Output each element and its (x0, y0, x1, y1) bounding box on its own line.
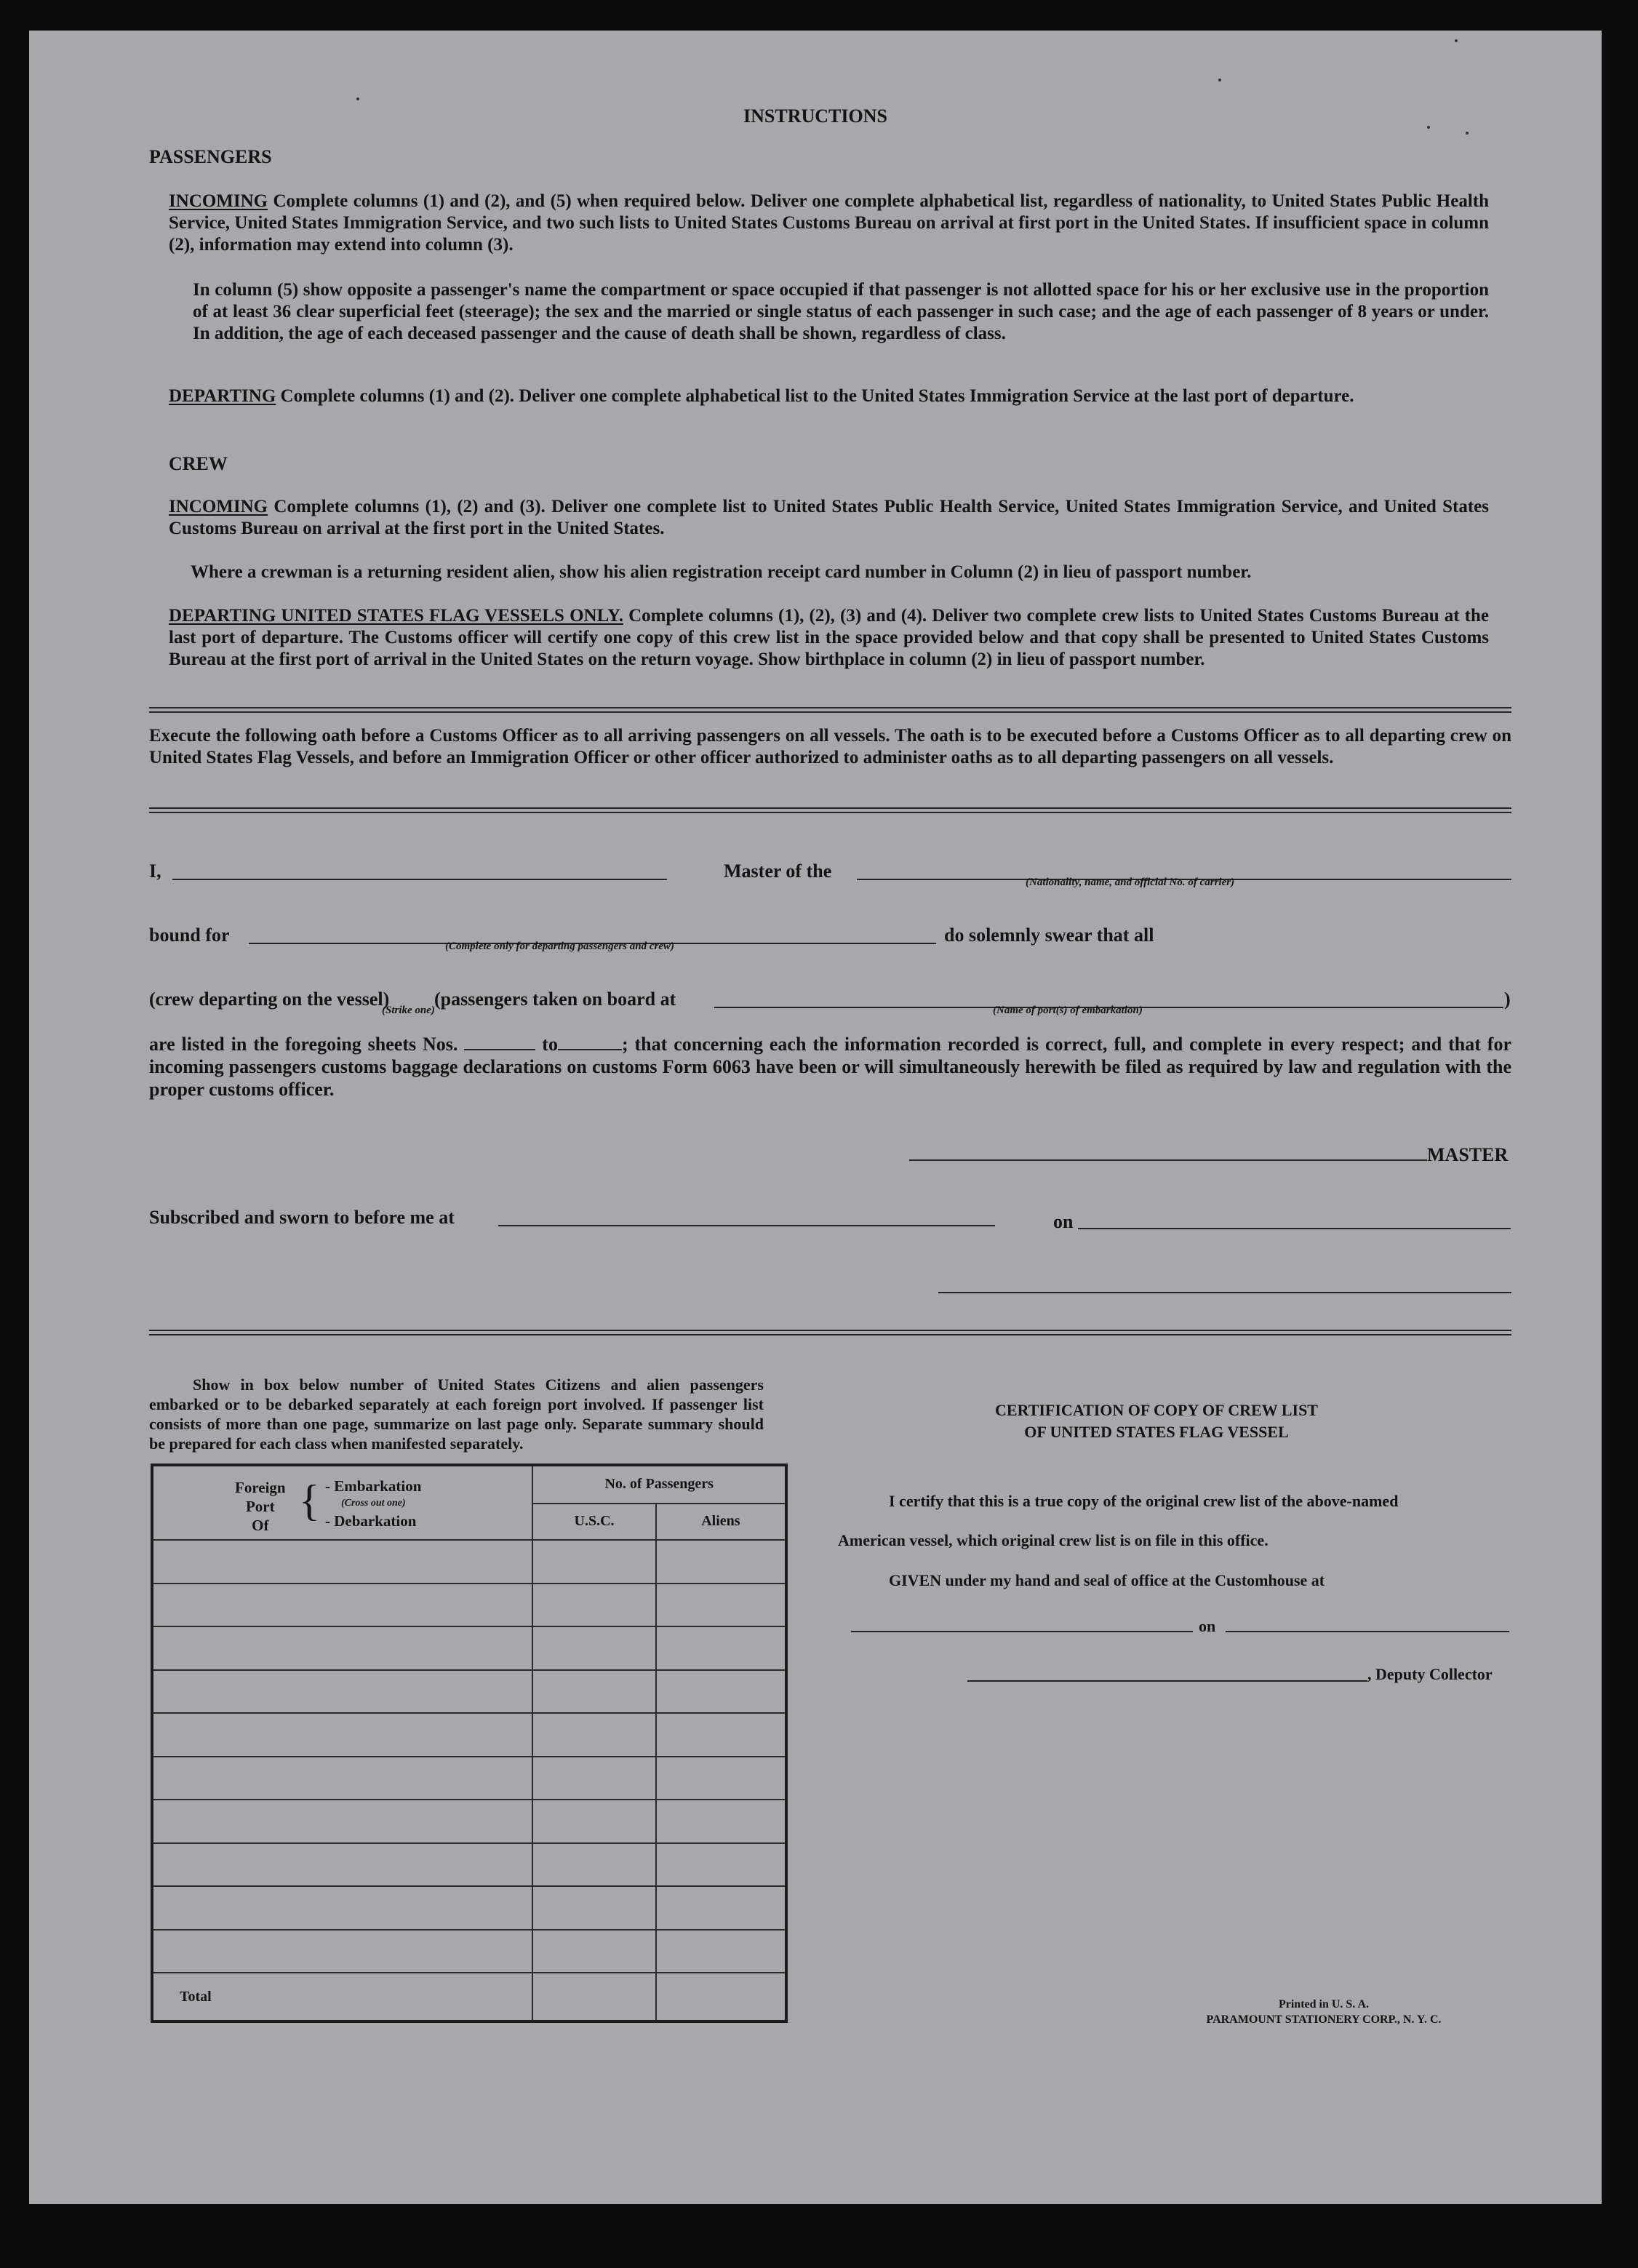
customhouse-field[interactable] (851, 1631, 1193, 1632)
port-cell[interactable] (152, 1886, 532, 1930)
no-of-passengers-header: No. of Passengers (532, 1465, 786, 1504)
subscribed-on-label: on (1053, 1211, 1074, 1232)
debarkation-option[interactable]: - Debarkation (325, 1512, 417, 1530)
port-label: Port (245, 1498, 275, 1515)
oath-instructions-text: Execute the following oath before a Customs Officer as to all arriving passengers on all vessels. The oath is to be executed before a Customs Officer as to all departing crew on United States Flag Vessels, and before an Immigration Officer or other officer authorized to administer oaths as to all departing passengers on all vessels. (149, 726, 1511, 767)
crew-incoming-label: INCOMING (169, 497, 268, 516)
port-cell[interactable] (152, 1670, 532, 1714)
aliens-header: Aliens (656, 1504, 786, 1541)
oath-instructions (149, 725, 1511, 769)
divider (149, 1334, 1511, 1335)
table-row (152, 1584, 786, 1627)
oath-listed-paragraph (149, 1033, 1511, 1101)
table-row (152, 1800, 786, 1843)
total-row (152, 1973, 786, 2021)
port-cell[interactable] (152, 1930, 532, 1973)
certification-title-line1: CERTIFICATION OF COPY OF CREW LIST (995, 1401, 1318, 1419)
port-cell[interactable] (152, 1713, 532, 1757)
usc-cell[interactable] (532, 1843, 655, 1887)
divider (149, 812, 1511, 813)
passenger-summary-table (151, 1464, 788, 2023)
table-header-row (152, 1465, 786, 1504)
divider (149, 1330, 1511, 1331)
certification-on-label: on (1199, 1617, 1216, 1635)
port-header-cell (152, 1465, 532, 1540)
crew-incoming-paragraph (169, 496, 1489, 540)
listed-text-a: are listed in the foregoing sheets Nos. (149, 1034, 458, 1055)
aliens-cell[interactable] (656, 1843, 786, 1887)
usc-cell[interactable] (532, 1584, 655, 1627)
master-label: MASTER (1427, 1144, 1509, 1165)
aliens-cell[interactable] (656, 1670, 786, 1714)
aliens-cell[interactable] (656, 1800, 786, 1843)
speck (1466, 132, 1469, 135)
deputy-collector-label: , Deputy Collector (1367, 1665, 1493, 1683)
table-row (152, 1886, 786, 1930)
aliens-cell[interactable] (656, 1584, 786, 1627)
port-cell[interactable] (152, 1626, 532, 1670)
deputy-collector-signature-field[interactable] (967, 1680, 1367, 1682)
certify-line1: I certify that this is a true copy of the original crew list of the above-named (889, 1492, 1399, 1510)
officer-signature-field[interactable] (938, 1292, 1511, 1293)
printer-line1: Printed in U. S. A. (1278, 1998, 1369, 2011)
passengers-departing-paragraph (169, 386, 1489, 407)
subscribed-date-field[interactable] (1078, 1228, 1511, 1229)
usc-cell[interactable] (532, 1670, 655, 1714)
page-title: INSTRUCTIONS (743, 105, 887, 127)
usc-cell[interactable] (532, 1886, 655, 1930)
sheet-from-field[interactable] (464, 1033, 535, 1050)
crew-heading: CREW (169, 453, 228, 474)
swear-text: do solemnly swear that all (944, 925, 1154, 946)
crew-returning-text: Where a crewman is a returning resident alien, show his alien registration receipt card number in Column (2) in lieu of passport number. (191, 562, 1252, 582)
certification-title-line2: OF UNITED STATES FLAG VESSEL (1024, 1423, 1289, 1441)
usc-header: U.S.C. (532, 1504, 655, 1541)
strike-one-caption: (Strike one) (382, 1005, 435, 1016)
crew-departing-option: (crew departing on the vessel) (149, 989, 390, 1010)
passengers-heading: PASSENGERS (149, 146, 272, 167)
speck (356, 97, 359, 100)
speck (1455, 39, 1458, 42)
sheet-to-field[interactable] (558, 1033, 622, 1050)
divider (149, 807, 1511, 809)
passengers-incoming-label: INCOMING (169, 191, 268, 211)
bound-caption: (Complete only for departing passengers and crew) (445, 941, 674, 952)
table-row (152, 1626, 786, 1670)
table-row (152, 1930, 786, 1973)
certification-date-field[interactable] (1226, 1631, 1509, 1632)
table-row (152, 1670, 786, 1714)
foreign-label: Foreign (235, 1479, 286, 1496)
subscribed-place-field[interactable] (498, 1225, 995, 1226)
usc-cell[interactable] (532, 1713, 655, 1757)
certify-line2: American vessel, which original crew list is on file in this office. (838, 1531, 1269, 1549)
crew-departing-label: DEPARTING UNITED STATES FLAG VESSELS ONLY. (169, 606, 623, 626)
total-aliens-cell[interactable] (656, 1973, 786, 2021)
of-label: Of (252, 1517, 269, 1534)
port-cell[interactable] (152, 1540, 532, 1584)
aliens-cell[interactable] (656, 1930, 786, 1973)
table-row (152, 1843, 786, 1887)
total-label: Total (152, 1973, 532, 2021)
oath-i-label: I, (149, 861, 161, 882)
printer-imprint (1164, 1997, 1484, 2027)
listed-to-label: to (542, 1034, 558, 1055)
total-usc-cell[interactable] (532, 1973, 655, 2021)
close-paren: ) (1504, 989, 1511, 1010)
crew-departing-text: Complete columns (1), (2), (3) and (4). Deliver two complete crew lists to United States Customs Bureau at the last port of departure. The Customs officer will certify one copy of this crew list in the space provided below and that copy shall be presented to United States Customs Bureau at the first port of arrival in the United States on the return voyage. Show birthplace in column (2) in lieu of passport number. (169, 606, 1490, 669)
passengers-taken-option: (passengers taken on board at (434, 989, 676, 1010)
brace-icon: { (299, 1477, 320, 1525)
port-cell[interactable] (152, 1843, 532, 1887)
passengers-incoming-paragraph (169, 191, 1489, 256)
given-text: GIVEN under my hand and seal of office at the Customhouse at (889, 1571, 1325, 1589)
carrier-caption: (Nationality, name, and official No. of carrier) (1026, 877, 1235, 888)
bound-for-label: bound for (149, 925, 230, 946)
port-cell[interactable] (152, 1800, 532, 1843)
divider (149, 711, 1511, 713)
crew-incoming-text: Complete columns (1), (2) and (3). Deliver one complete list to United States Public Health Service, United States Immigration Service, and United States Customs Bureau on arrival at the first port in the United States. (169, 497, 1490, 538)
passengers-departing-label: DEPARTING (169, 386, 276, 406)
printer-line2: PARAMOUNT STATIONERY CORP., N. Y. C. (1206, 2013, 1442, 2026)
embarkation-caption: (Name of port(s) of embarkation) (993, 1005, 1143, 1016)
aliens-cell[interactable] (656, 1626, 786, 1670)
aliens-cell[interactable] (656, 1713, 786, 1757)
speck (1218, 79, 1221, 81)
usc-cell[interactable] (532, 1757, 655, 1800)
subscribed-label: Subscribed and sworn to before me at (149, 1207, 455, 1228)
usc-cell[interactable] (532, 1626, 655, 1670)
table-row (152, 1713, 786, 1757)
summary-instructions-text: Show in box below number of United States Citizens and alien passengers embarked or to be debarked separately at each foreign port involved. If passenger list consists of more than one page, summarize on last page only. Separate summary should be prepared for each class when manifested separately. (149, 1375, 764, 1453)
embarkation-option[interactable]: - Embarkation (325, 1477, 422, 1495)
usc-cell[interactable] (532, 1800, 655, 1843)
cross-out-caption: (Cross out one) (341, 1498, 406, 1509)
summary-instructions (149, 1375, 764, 1453)
listed-text-b: ; that concerning each the information recorded is correct, full, and complete in every respect; and that for incoming passengers customs baggage declarations on customs Form 6063 have been or will simultaneously herewith be filed as required by law and regulation with the proper customs officer. (149, 1034, 1512, 1100)
aliens-cell[interactable] (656, 1757, 786, 1800)
usc-cell[interactable] (532, 1930, 655, 1973)
passengers-column5-text: In column (5) show opposite a passenger's name the compartment or space occupied if that passenger is not allotted space for his or her exclusive use in the proportion of at least 36 clear superficial feet (steerage); the sex and the married or single status of each passenger in such case; and the age of each passenger of 8 years or under. In addition, the age of each deceased passenger and the cause of death shall be shown, regardless of class. (193, 280, 1489, 343)
table-row (152, 1757, 786, 1800)
master-of-the-label: Master of the (724, 861, 832, 882)
master-name-field[interactable] (172, 879, 667, 880)
aliens-cell[interactable] (656, 1886, 786, 1930)
usc-cell[interactable] (532, 1540, 655, 1584)
port-cell[interactable] (152, 1757, 532, 1800)
form-sheet (29, 31, 1602, 2204)
crew-departing-paragraph (169, 605, 1489, 671)
speck (1427, 126, 1430, 129)
passengers-column5-paragraph (193, 279, 1489, 345)
certification-title (836, 1399, 1477, 1443)
master-signature-field[interactable] (909, 1159, 1427, 1161)
passengers-departing-text: Complete columns (1) and (2). Deliver one complete alphabetical list to the United States Immigration Service at the last port of departure. (280, 386, 1354, 406)
port-cell[interactable] (152, 1584, 532, 1627)
passengers-incoming-text: Complete columns (1) and (2), and (5) when required below. Deliver one complete alphabetical list, regardless of nationality, to United States Public Health Service, United States Immigration Service, and two such lists to United States Customs Bureau on arrival at first port in the United States. If insufficient space in column (2), information may extend into column (3). (169, 191, 1490, 255)
aliens-cell[interactable] (656, 1540, 786, 1584)
table-row (152, 1540, 786, 1584)
divider (149, 707, 1511, 708)
